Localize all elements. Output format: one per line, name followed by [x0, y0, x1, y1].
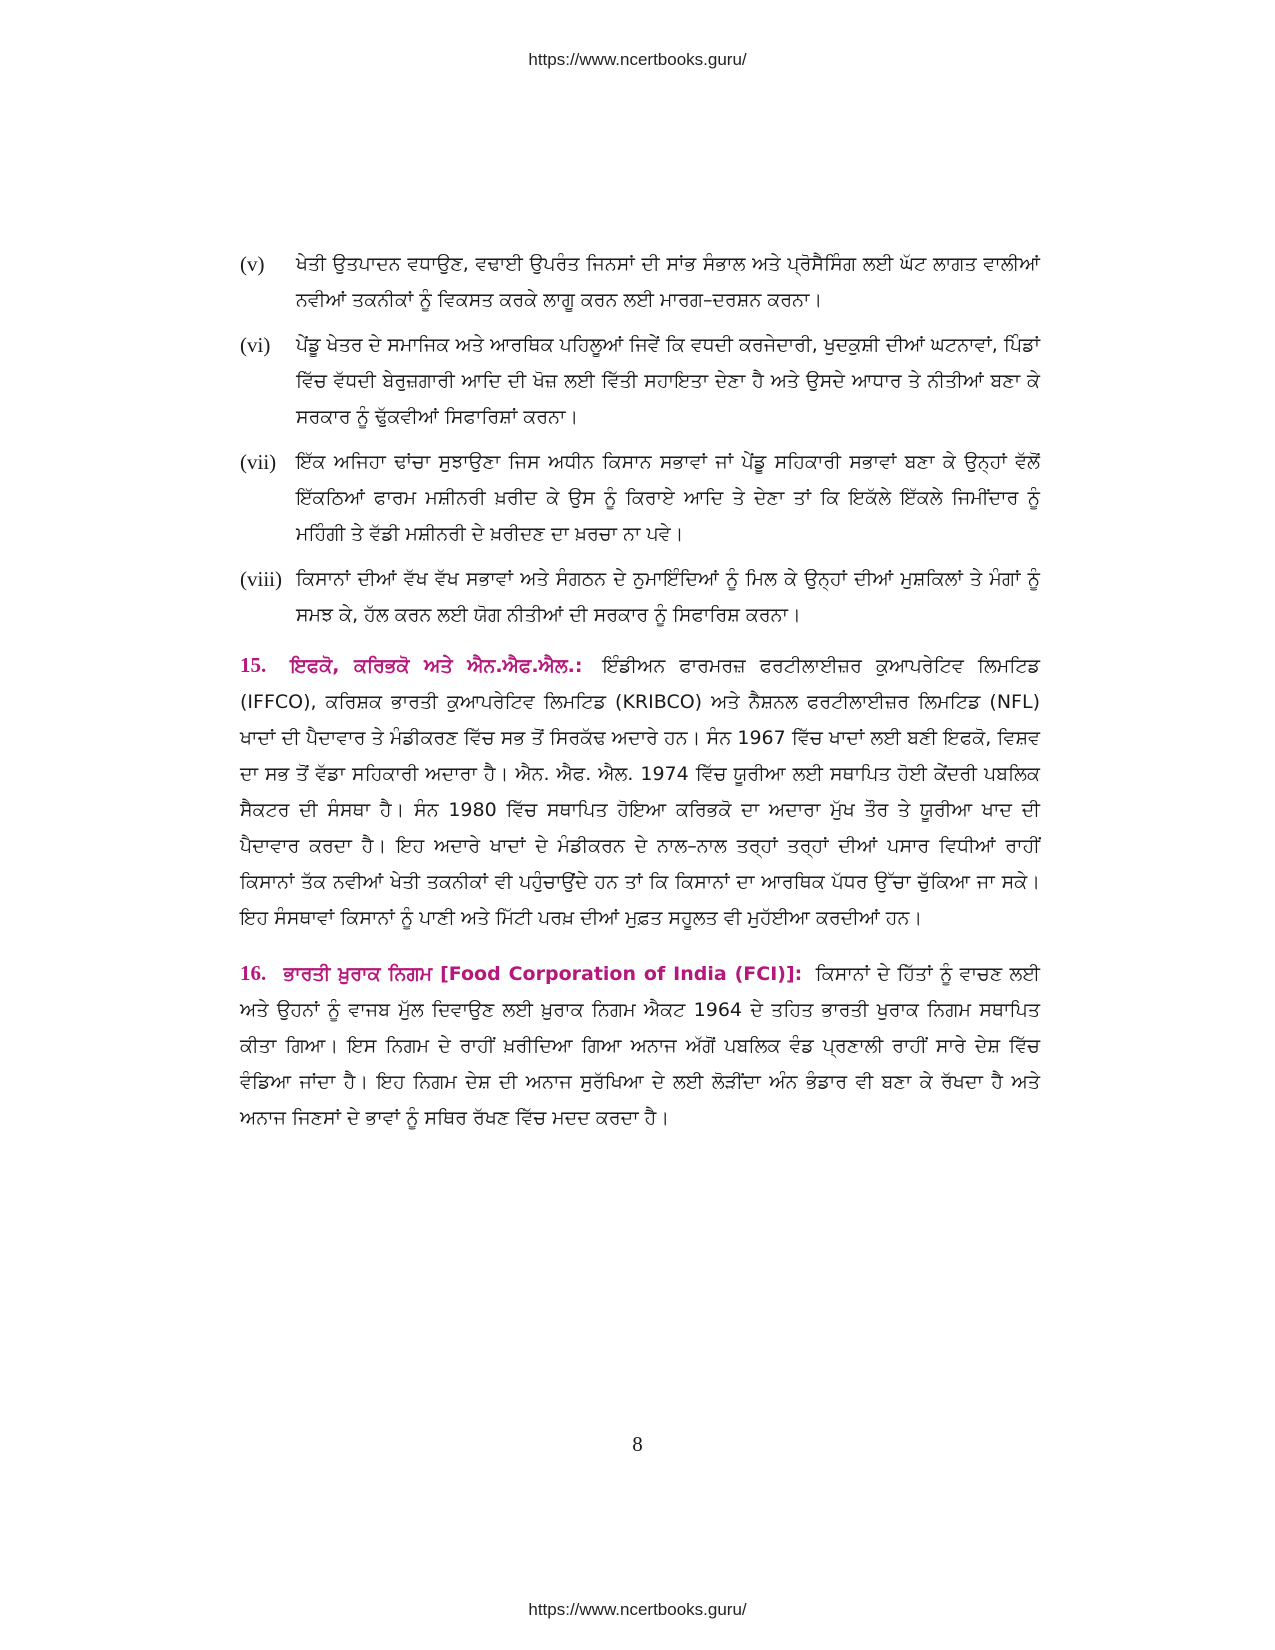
- header-url: https://www.ncertbooks.guru/: [528, 50, 747, 69]
- list-item-number: (vii): [240, 450, 277, 474]
- list-item-number: (vi): [240, 333, 271, 357]
- section-fci: [240, 955, 1040, 1136]
- list-item: [240, 246, 1040, 318]
- section-iffco-kribco-nfl: [240, 647, 1040, 936]
- list-item-text: ਕਿਸਾਨਾਂ ਦੀਆਂ ਵੱਖ ਵੱਖ ਸਭਾਵਾਂ ਅਤੇ ਸੰਗਠਨ ਦੇ ਨੁਮਾਇੰਦਿਆਂ ਨੂੰ ਮਿਲ ਕੇ ਉਨ੍ਹਾਂ ਦੀਆਂ ਮੁਸ਼ਕਿਲਾਂ ਤੇ ਮੰਗਾਂ ਨੂੰ ਸਮਝ ਕੇ, ਹੱਲ ਕਰਨ ਲਈ ਯੋਗ ਨੀਤੀਆਂ ਦੀ ਸਰਕਾਰ ਨੂੰ ਸਿਫਾਰਿਸ਼ ਕਰਨਾ।: [296, 568, 1040, 626]
- list-item: [240, 561, 1040, 633]
- list-item: [240, 327, 1040, 435]
- list-item-text: ਖੇਤੀ ਉਤਪਾਦਨ ਵਧਾਉਣ, ਵਢਾਈ ਉਪਰੰਤ ਜਿਨਸਾਂ ਦੀ ਸਾਂਭ ਸੰਭਾਲ ਅਤੇ ਪ੍ਰੋਸੈਸਿੰਗ ਲਈ ਘੱਟ ਲਾਗਤ ਵਾਲੀਆਂ ਨਵੀਆਂ ਤਕਨੀਕਾਂ ਨੂੰ ਵਿਕਸਤ ਕਰਕੇ ਲਾਗੂ ਕਰਨ ਲਈ ਮਾਰਗ–ਦਰਸ਼ਨ ਕਰਨਾ।: [296, 253, 1040, 311]
- section-number: 15.: [240, 653, 267, 677]
- section-heading: ਭਾਰਤੀ ਖ਼ੁਰਾਕ ਨਿਗਮ [Food Corporation of India (FCI)]:: [283, 963, 803, 985]
- list-item: [240, 444, 1040, 552]
- section-body: ਇੰਡੀਅਨ ਫਾਰਮਰਜ਼ ਫਰਟੀਲਾਈਜ਼ਰ ਕੁਆਪਰੇਟਿਵ ਲਿਮਟਿਡ (IFFCO), ਕਰਿਸ਼ਕ ਭਾਰਤੀ ਕੁਆਪਰੇਟਿਵ ਲਿਮਟਿਡ (KRIBCO) ਅਤੇ ਨੈਸ਼ਨਲ ਫਰਟੀਲਾਈਜ਼ਰ ਲਿਮਟਿਡ (NFL) ਖਾਦਾਂ ਦੀ ਪੈਦਾਵਾਰ ਤੇ ਮੰਡੀਕਰਣ ਵਿੱਚ ਸਭ ਤੋਂ ਸਿਰਕੱਢ ਅਦਾਰੇ ਹਨ। ਸੰਨ 1967 ਵਿੱਚ ਖਾਦਾਂ ਲਈ ਬਣੀ ਇਫਕੋ, ਵਿਸ਼ਵ ਦਾ ਸਭ ਤੋਂ ਵੱਡਾ ਸਹਿਕਾਰੀ ਅਦਾਰਾ ਹੈ। ਐਨ. ਐਫ. ਐਲ. 1974 ਵਿੱਚ ਯੂਰੀਆ ਲਈ ਸਥਾਪਿਤ ਹੋਈ ਕੇਂਦਰੀ ਪਬਲਿਕ ਸੈਕਟਰ ਦੀ ਸੰਸਥਾ ਹੈ। ਸੰਨ 1980 ਵਿੱਚ ਸਥਾਪਿਤ ਹੋਇਆ ਕਰਿਭਕੋ ਦਾ ਅਦਾਰਾ ਮੁੱਖ ਤੌਰ ਤੇ ਯੂਰੀਆ ਖਾਦ ਦੀ ਪੈਦਾਵਾਰ ਕਰਦਾ ਹੈ। ਇਹ ਅਦਾਰੇ ਖਾਦਾਂ ਦੇ ਮੰਡੀਕਰਨ ਦੇ ਨਾਲ–ਨਾਲ ਤਰ੍ਹਾਂ ਤਰ੍ਹਾਂ ਦੀਆਂ ਪਸਾਰ ਵਿਧੀਆਂ ਰਾਹੀਂ ਕਿਸਾਨਾਂ ਤੱਕ ਨਵੀਆਂ ਖੇਤੀ ਤਕਨੀਕਾਂ ਵੀ ਪਹੁੰਚਾਉਂਦੇ ਹਨ ਤਾਂ ਕਿ ਕਿਸਾਨਾਂ ਦਾ ਆਰਥਿਕ ਪੱਧਰ ਉੱਚਾ ਚੁੱਕਿਆ ਜਾ ਸਕੇ। ਇਹ ਸੰਸਥਾਵਾਂ ਕਿਸਾਨਾਂ ਨੂੰ ਪਾਣੀ ਅਤੇ ਮਿੱਟੀ ਪਰਖ਼ ਦੀਆਂ ਮੁਫ਼ਤ ਸਹੂਲਤ ਵੀ ਮੁਹੱਈਆ ਕਰਦੀਆਂ ਹਨ।: [240, 655, 1040, 929]
- page-content: [240, 246, 1040, 1155]
- page-number: 8: [632, 1432, 643, 1456]
- footer-url: https://www.ncertbooks.guru/: [528, 1600, 747, 1619]
- section-body: ਕਿਸਾਨਾਂ ਦੇ ਹਿੱਤਾਂ ਨੂੰ ਵਾਚਣ ਲਈ ਅਤੇ ਉਹਨਾਂ ਨੂੰ ਵਾਜਬ ਮੁੱਲ ਦਿਵਾਉਣ ਲਈ ਖ਼ੁਰਾਕ ਨਿਗਮ ਐਕਟ 1964 ਦੇ ਤਹਿਤ ਭਾਰਤੀ ਖੁਰਾਕ ਨਿਗਮ ਸਥਾਪਿਤ ਕੀਤਾ ਗਿਆ। ਇਸ ਨਿਗਮ ਦੇ ਰਾਹੀਂ ਖ਼ਰੀਦਿਆ ਗਿਆ ਅਨਾਜ ਅੱਗੋਂ ਪਬਲਿਕ ਵੰਡ ਪ੍ਰਣਾਲੀ ਰਾਹੀਂ ਸਾਰੇ ਦੇਸ਼ ਵਿੱਚ ਵੰਡਿਆ ਜਾਂਦਾ ਹੈ। ਇਹ ਨਿਗਮ ਦੇਸ਼ ਦੀ ਅਨਾਜ ਸੁਰੱਖਿਆ ਦੇ ਲਈ ਲੋੜੀਂਦਾ ਅੰਨ ਭੰਡਾਰ ਵੀ ਬਣਾ ਕੇ ਰੱਖਦਾ ਹੈ ਅਤੇ ਅਨਾਜ ਜਿਣਸਾਂ ਦੇ ਭਾਵਾਂ ਨੂੰ ਸਥਿਰ ਰੱਖਣ ਵਿੱਚ ਮਦਦ ਕਰਦਾ ਹੈ।: [240, 963, 1041, 1129]
- list-item-number: (viii): [240, 567, 282, 591]
- list-item-text: ਇੱਕ ਅਜਿਹਾ ਢਾਂਚਾ ਸੁਝਾਉਣਾ ਜਿਸ ਅਧੀਨ ਕਿਸਾਨ ਸਭਾਵਾਂ ਜਾਂ ਪੇਂਡੂ ਸਹਿਕਾਰੀ ਸਭਾਵਾਂ ਬਣਾ ਕੇ ਉਨ੍ਹਾਂ ਵੱਲੋਂ ਇੱਕਠਿਆਂ ਫਾਰਮ ਮਸ਼ੀਨਰੀ ਖ਼ਰੀਦ ਕੇ ਉਸ ਨੂੰ ਕਿਰਾਏ ਆਦਿ ਤੇ ਦੇਣਾ ਤਾਂ ਕਿ ਇਕੱਲੇ ਇੱਕਲੇ ਜਿਮੀਂਦਾਰ ਨੂੰ ਮਹਿੰਗੀ ਤੇ ਵੱਡੀ ਮਸ਼ੀਨਰੀ ਦੇ ਖ਼ਰੀਦਣ ਦਾ ਖ਼ਰਚਾ ਨਾ ਪਵੇ।: [296, 451, 1040, 545]
- list-item-text: ਪੇਂਡੂ ਖੇਤਰ ਦੇ ਸਮਾਜਿਕ ਅਤੇ ਆਰਥਿਕ ਪਹਿਲੂਆਂ ਜਿਵੇਂ ਕਿ ਵਧਦੀ ਕਰਜੇਦਾਰੀ, ਖੁਦਕੁਸ਼ੀ ਦੀਆਂ ਘਟਨਾਵਾਂ, ਪਿੰਡਾਂ ਵਿੱਚ ਵੱਧਦੀ ਬੇਰੁਜ਼ਗਾਰੀ ਆਦਿ ਦੀ ਖੋਜ਼ ਲਈ ਵਿੱਤੀ ਸਹਾਇਤਾ ਦੇਣਾ ਹੈ ਅਤੇ ਉਸਦੇ ਆਧਾਰ ਤੇ ਨੀਤੀਆਂ ਬਣਾ ਕੇ ਸਰਕਾਰ ਨੂੰ ਢੁੱਕਵੀਆਂ ਸਿਫਾਰਿਸ਼ਾਂ ਕਰਨਾ।: [296, 334, 1040, 428]
- section-heading: ਇਫਕੋ, ਕਰਿਭਕੋ ਅਤੇ ਐਨ.ਐਫ.ਐਲ.:: [290, 655, 583, 677]
- list-item-number: (v): [240, 252, 265, 276]
- section-number: 16.: [240, 961, 267, 985]
